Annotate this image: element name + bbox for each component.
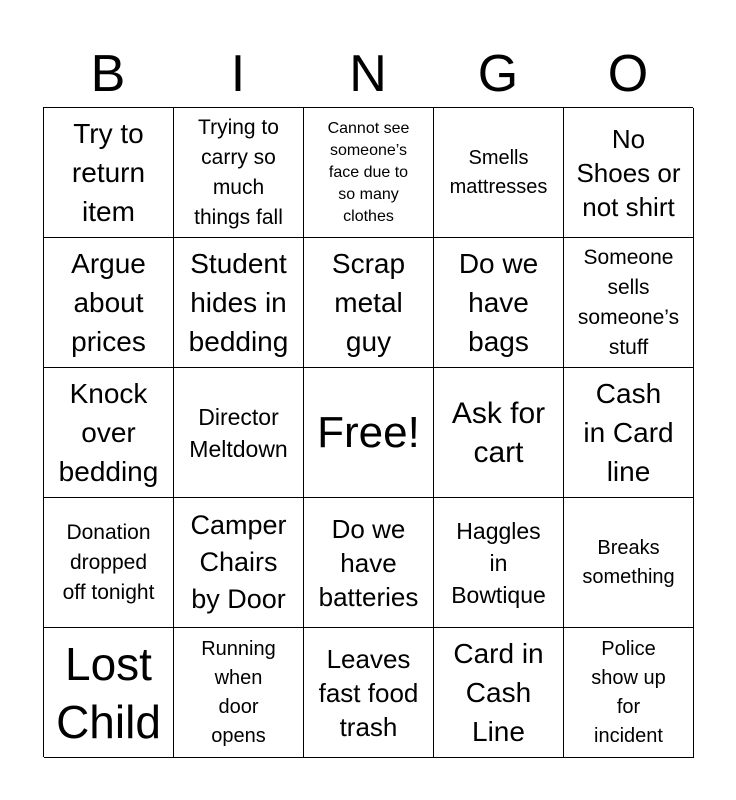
bingo-cell-text: Scrap metal guy bbox=[331, 248, 406, 357]
bingo-cell-text: Student hides in bedding bbox=[188, 248, 289, 357]
bingo-cell-text: Cannot see someone’s face due to so many clothes bbox=[327, 119, 410, 225]
bingo-cell[interactable] bbox=[304, 238, 434, 368]
bingo-cell[interactable] bbox=[174, 238, 304, 368]
bingo-cell[interactable] bbox=[174, 108, 304, 238]
bingo-cell[interactable] bbox=[44, 628, 174, 758]
bingo-cell-text: Breaks something bbox=[582, 536, 675, 588]
bingo-cell-text: Director Meltdown bbox=[189, 403, 288, 462]
bingo-cell[interactable] bbox=[44, 108, 174, 238]
header-letter-i: I bbox=[230, 45, 246, 103]
bingo-cell-text: Cash in Card line bbox=[583, 378, 674, 487]
bingo-cell[interactable] bbox=[564, 628, 694, 758]
bingo-cell[interactable] bbox=[434, 108, 564, 238]
bingo-cell[interactable] bbox=[304, 108, 434, 238]
bingo-cell[interactable] bbox=[174, 498, 304, 628]
bingo-cell-text: Try to return item bbox=[71, 118, 146, 227]
bingo-cell-text: Trying to carry so much things fall bbox=[194, 115, 283, 229]
bingo-cell-text: Smells mattresses bbox=[449, 146, 548, 198]
bingo-cell[interactable] bbox=[434, 238, 564, 368]
header-letter-o: O bbox=[607, 45, 649, 103]
bingo-cell-text: Police show up for incident bbox=[591, 637, 666, 747]
bingo-cell-text: Do we have batteries bbox=[318, 513, 419, 612]
free-space-cell[interactable] bbox=[304, 368, 434, 498]
bingo-cell-text: Running when door opens bbox=[201, 637, 276, 747]
bingo-cell-text: Leaves fast food trash bbox=[318, 643, 419, 742]
bingo-cell-text: No Shoes or not shirt bbox=[576, 123, 681, 222]
bingo-cell-text: Card in Cash Line bbox=[453, 638, 544, 747]
bingo-cell[interactable] bbox=[434, 368, 564, 498]
bingo-cell-text: Argue about prices bbox=[71, 248, 146, 357]
bingo-cell[interactable] bbox=[304, 628, 434, 758]
bingo-cell-text: Donation dropped off tonight bbox=[62, 520, 155, 604]
bingo-cell[interactable] bbox=[44, 498, 174, 628]
bingo-cell-text: Someone sells someone’s stuff bbox=[577, 245, 680, 359]
bingo-cell[interactable] bbox=[44, 238, 174, 368]
bingo-cell[interactable] bbox=[434, 498, 564, 628]
bingo-cell-text: Ask for cart bbox=[451, 396, 546, 469]
header-letter-b: B bbox=[90, 45, 126, 103]
bingo-cell[interactable] bbox=[434, 628, 564, 758]
header-letter-g: G bbox=[477, 45, 519, 103]
bingo-cell-text: Haggles in Bowtique bbox=[451, 517, 546, 608]
bingo-cell[interactable] bbox=[174, 628, 304, 758]
bingo-cell[interactable] bbox=[564, 238, 694, 368]
bingo-cell-text: Do we have bags bbox=[458, 248, 539, 357]
bingo-cell[interactable] bbox=[44, 368, 174, 498]
bingo-cell[interactable] bbox=[304, 498, 434, 628]
bingo-header bbox=[43, 40, 693, 108]
bingo-cell[interactable] bbox=[564, 108, 694, 238]
free-space-text: Free! bbox=[317, 407, 420, 457]
bingo-cell-text: Camper Chairs by Door bbox=[190, 510, 287, 614]
bingo-cell[interactable] bbox=[564, 368, 694, 498]
bingo-cell-text: Lost Child bbox=[56, 637, 161, 748]
bingo-cell-text: Knock over bedding bbox=[58, 378, 159, 487]
header-letter-n: N bbox=[349, 45, 387, 103]
bingo-card-grid bbox=[43, 107, 693, 757]
bingo-cell[interactable] bbox=[564, 498, 694, 628]
bingo-cell[interactable] bbox=[174, 368, 304, 498]
